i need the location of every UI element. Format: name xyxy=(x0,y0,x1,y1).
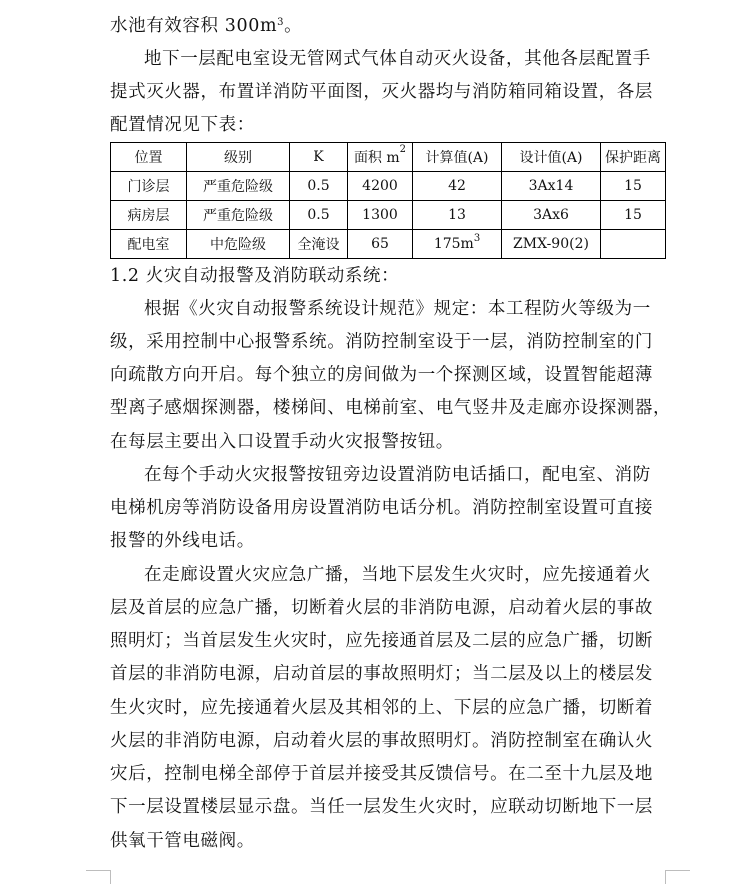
header-position: 位置 xyxy=(111,143,187,172)
cell-distance: 15 xyxy=(601,172,666,201)
cell-calc-text: 175m xyxy=(433,236,474,252)
margin-corner-mark xyxy=(666,870,690,871)
paragraph-line xyxy=(110,14,666,38)
header-level: 级别 xyxy=(187,143,290,172)
paragraph-line: 级，采用控制中心报警系统。消防控制室设于一层，消防控制室的门 xyxy=(110,332,653,352)
header-area xyxy=(348,143,413,172)
cell-design: 3Ax6 xyxy=(502,201,601,230)
paragraph-line: 报警的外线电话。 xyxy=(110,531,255,551)
cell-k: 0.5 xyxy=(290,201,348,230)
text-segment: 水池有效容积 300m xyxy=(110,16,278,36)
header-area-text: 面积 m xyxy=(353,150,400,166)
superscript: 3 xyxy=(473,233,481,244)
cell-calc-text: 13 xyxy=(448,207,466,223)
header-distance: 保护距离 xyxy=(601,143,666,172)
paragraph-line: 在每层主要出入口设置手动火灾报警按钮。 xyxy=(110,432,454,452)
superscript: 3 xyxy=(277,17,285,28)
section-heading: 1.2 火灾自动报警及消防联动系统： xyxy=(110,266,400,286)
paragraph-line: 电梯机房等消防设备用房设置消防电话分机。消防控制室设置可直接 xyxy=(110,498,653,518)
paragraph-line: 灾后，控制电梯全部停于首层并接受其反馈信号。在二至十九层及地 xyxy=(110,764,653,784)
header-design: 设计值(A) xyxy=(502,143,601,172)
margin-corner-mark xyxy=(86,870,110,871)
paragraph-line: 生火灾时，应先接通着火层及其相邻的上、下层的应急广播，切断着 xyxy=(110,698,653,718)
cell-design: 3Ax14 xyxy=(502,172,601,201)
paragraph-line: 型离子感烟探测器，楼梯间、电梯前室、电气竖井及走廊亦设探测器， xyxy=(110,398,672,418)
paragraph-line: 火层的非消防电源，启动着火层的事故照明灯。消防控制室在确认火 xyxy=(110,731,653,751)
paragraph-line: 配置情况见下表： xyxy=(110,115,255,135)
cell-calc xyxy=(413,201,502,230)
cell-calc-text: 42 xyxy=(448,178,466,194)
table-header-row xyxy=(111,143,666,172)
header-k: K xyxy=(290,143,348,172)
cell-position: 配电室 xyxy=(111,230,187,259)
cell-distance xyxy=(601,230,666,259)
cell-level: 严重危险级 xyxy=(187,201,290,230)
cell-design: ZMX-90(2) xyxy=(502,230,601,259)
paragraph-line: 在每个手动火灾报警按钮旁边设置消防电话插口，配电室、消防 xyxy=(144,465,651,485)
cell-area: 65 xyxy=(348,230,413,259)
paragraph-line: 在走廊设置火灾应急广播，当地下层发生火灾时，应先接通着火 xyxy=(144,565,651,585)
cell-position: 病房层 xyxy=(111,201,187,230)
paragraph-line: 下一层设置楼层显示盘。当任一层发生火灾时，应联动切断地下一层 xyxy=(110,797,653,817)
cell-level: 严重危险级 xyxy=(187,172,290,201)
cell-area: 1300 xyxy=(348,201,413,230)
cell-k: 全淹设 xyxy=(290,230,348,259)
cell-area: 4200 xyxy=(348,172,413,201)
margin-corner-mark xyxy=(110,870,111,884)
fire-extinguisher-table xyxy=(110,142,666,259)
paragraph-line: 提式灭火器，布置详消防平面图，灭火器均与消防箱同箱设置，各层 xyxy=(110,82,653,102)
text-segment: 。 xyxy=(284,16,303,36)
cell-distance: 15 xyxy=(601,201,666,230)
header-calc: 计算值(A) xyxy=(413,143,502,172)
paragraph-line: 供氧干管电磁阀。 xyxy=(110,831,255,851)
superscript: 2 xyxy=(399,144,407,155)
table-row xyxy=(111,172,666,201)
paragraph-line: 首层的非消防电源，启动首层的事故照明灯；当二层及以上的楼层发 xyxy=(110,664,653,684)
margin-corner-mark xyxy=(665,870,666,884)
paragraph-line: 地下一层配电室设无管网式气体自动灭火设备，其他各层配置手 xyxy=(144,49,651,69)
cell-position: 门诊层 xyxy=(111,172,187,201)
paragraph-line: 照明灯；当首层发生火灾时，应先接通首层及二层的应急广播，切断 xyxy=(110,631,653,651)
cell-level: 中危险级 xyxy=(187,230,290,259)
table-row xyxy=(111,201,666,230)
cell-k: 0.5 xyxy=(290,172,348,201)
paragraph-line: 根据《火灾自动报警系统设计规范》规定：本工程防火等级为一 xyxy=(144,299,651,319)
paragraph-line: 向疏散方向开启。每个独立的房间做为一个探测区域，设置智能超薄 xyxy=(110,365,653,385)
cell-calc xyxy=(413,230,502,259)
cell-calc xyxy=(413,172,502,201)
paragraph-line: 层及首层的应急广播，切断着火层的非消防电源，启动着火层的事故 xyxy=(110,598,653,618)
table-row xyxy=(111,230,666,259)
